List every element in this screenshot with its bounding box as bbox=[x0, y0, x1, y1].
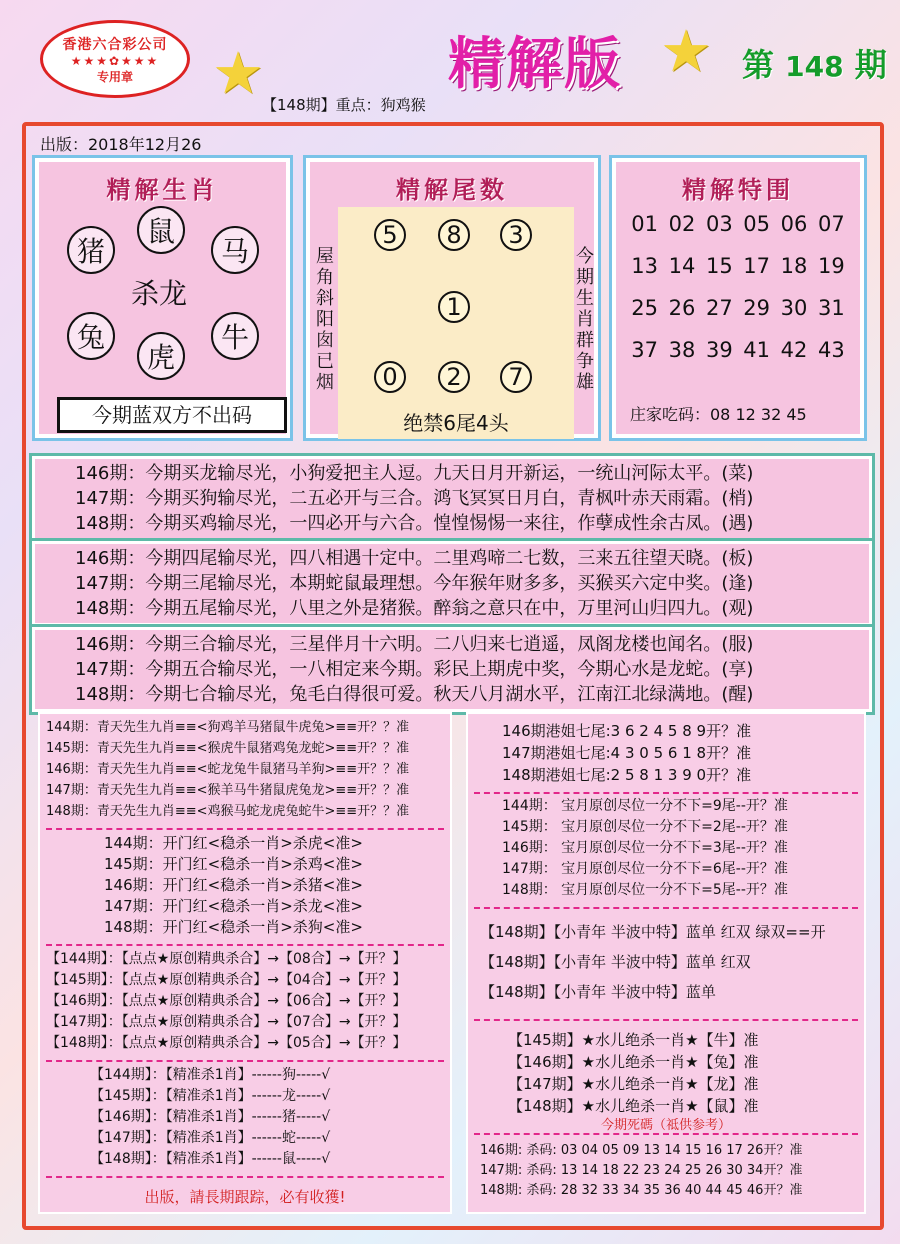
open-red-row: 146期：开门红<稳杀一肖>杀猪<准> bbox=[104, 876, 363, 894]
special-number: 19 bbox=[817, 254, 845, 278]
star-icon: ★ bbox=[212, 39, 264, 107]
special-number: 06 bbox=[780, 212, 808, 236]
special-number: 03 bbox=[705, 212, 733, 236]
verse-line: 147期：今期买狗输尽光，二五必开与三合。鸿飞冥冥日月白，青枫叶赤天雨霜。(梢) bbox=[75, 488, 754, 509]
baoyue-row: 147期： 宝月原创尽位一分不下=6尾--开？准 bbox=[502, 861, 788, 877]
zodiac-sign: 马 bbox=[211, 226, 259, 274]
zodiac-sign: 鼠 bbox=[137, 206, 185, 254]
zodiac-panel bbox=[35, 158, 290, 438]
dead-codes-title: 今期死碼（祗供参考） bbox=[474, 1117, 858, 1135]
shuier-row: 【146期】★水儿绝杀一肖★【兔】准 bbox=[508, 1053, 759, 1071]
verse-line: 146期：今期三合输尽光，三星伴月十六明。二八归来七逍遥，凤阁龙楼也闻名。(服) bbox=[75, 634, 754, 655]
verse-zodiac bbox=[32, 456, 872, 541]
baoyue-row: 146期： 宝月原创尽位一分不下=3尾--开？准 bbox=[502, 840, 788, 856]
divider bbox=[46, 1054, 444, 1062]
kill-one-row: 【148期】：【精准杀1肖】------鼠-----√ bbox=[90, 1151, 331, 1167]
baoyue-row: 148期： 宝月原创尽位一分不下=5尾--开？准 bbox=[502, 882, 788, 898]
tail-number: 1 bbox=[438, 291, 470, 323]
shuier-list bbox=[468, 1021, 864, 1117]
divider bbox=[474, 1013, 858, 1021]
star-icon: ★ bbox=[660, 17, 712, 85]
special-number: 31 bbox=[817, 296, 845, 320]
kill-he-row: 【144期】：【点点★原创精典杀合】→【08合】→【开？】 bbox=[46, 951, 407, 967]
company-seal bbox=[40, 20, 190, 98]
issue-prefix: 第 bbox=[742, 46, 775, 84]
tail-number: 5 bbox=[374, 219, 406, 251]
tail-left-verse: 屋角斜阳囱已烟 bbox=[316, 246, 334, 393]
verse-line: 147期：今期三尾输尽光，本期蛇鼠最理想。今年猴年财多多，买猴买六定中奖。(逢) bbox=[75, 573, 754, 594]
special-number: 13 bbox=[631, 254, 659, 278]
dead-codes-row: 147期: 杀码: 13 14 18 22 23 24 25 26 30 34开？准 bbox=[480, 1163, 803, 1178]
nine-xiao-row: 144期：青天先生九肖≡≡<狗鸡羊马猪鼠牛虎兔>≡≡开？？准 bbox=[46, 720, 410, 735]
divider bbox=[474, 786, 858, 794]
xiaoqing-list bbox=[468, 909, 864, 1007]
divider bbox=[46, 1170, 444, 1178]
hk-sister-row: 146期港姐七尾:3 6 2 4 5 8 9开？准 bbox=[502, 722, 752, 740]
baoyue-list bbox=[468, 794, 864, 901]
footer-note: 出版，請長期跟踪，必有收獲! bbox=[144, 1188, 346, 1206]
seal-stars: ★★★✿★★★ bbox=[70, 53, 160, 68]
special-number: 18 bbox=[780, 254, 808, 278]
tail-panel bbox=[306, 158, 598, 438]
seal-line1: 香港六合彩公司 bbox=[62, 36, 168, 53]
open-red-row: 148期：开门红<稳杀一肖>杀狗<准> bbox=[104, 918, 363, 936]
kill-zodiac: 杀龙 bbox=[131, 277, 188, 310]
zodiac-sign: 猪 bbox=[67, 226, 115, 274]
xiaoqing-row: 【148期】【小青年 半波中特】蓝单 bbox=[480, 983, 716, 1001]
blue-note: 今期蓝双方不出码 bbox=[57, 397, 287, 433]
special-number: 42 bbox=[780, 338, 808, 362]
zodiac-panel-title: 精解生肖 bbox=[106, 175, 219, 204]
left-lower-section bbox=[38, 712, 452, 1214]
kill-he-row: 【145期】：【点点★原创精典杀合】→【04合】→【开？】 bbox=[46, 972, 407, 988]
tail-number: 0 bbox=[374, 361, 406, 393]
special-number: 01 bbox=[631, 212, 659, 236]
shuier-row: 【148期】★水儿绝杀一肖★【鼠】准 bbox=[508, 1097, 759, 1115]
special-number: 37 bbox=[631, 338, 659, 362]
tail-number: 3 bbox=[500, 219, 532, 251]
shuier-row: 【147期】★水儿绝杀一肖★【龙】准 bbox=[508, 1075, 759, 1093]
xiaoqing-row: 【148期】【小青年 半波中特】蓝单 红双 绿双==开 bbox=[480, 923, 826, 941]
special-number: 41 bbox=[743, 338, 771, 362]
tail-inner bbox=[338, 207, 574, 439]
special-number: 30 bbox=[780, 296, 808, 320]
tail-number: 8 bbox=[438, 219, 470, 251]
shuier-row: 【145期】★水儿绝杀一肖★【牛】准 bbox=[508, 1031, 759, 1049]
verse-line: 146期：今期买龙输尽光，小狗爱把主人逗。九天日月开新运，一统山河际太平。(菜) bbox=[75, 463, 754, 484]
issue-number bbox=[742, 40, 900, 92]
kill-one-row: 【147期】：【精准杀1肖】------蛇-----√ bbox=[90, 1130, 331, 1146]
nine-xiao-row: 146期：青天先生九肖≡≡<蛇龙兔牛鼠猪马羊狗>≡≡开？？准 bbox=[46, 762, 410, 777]
kill-he-row: 【148期】：【点点★原创精典杀合】→【05合】→【开？】 bbox=[46, 1035, 407, 1051]
issue-num: 148 bbox=[785, 50, 844, 83]
tail-right-verse: 今期生肖群争雄 bbox=[576, 246, 594, 393]
verse-line: 148期：今期五尾输尽光，八里之外是猪猴。醉翁之意只在中，万里河山归四九。(观) bbox=[75, 598, 754, 619]
tail-number: 7 bbox=[500, 361, 532, 393]
zodiac-sign: 兔 bbox=[67, 312, 115, 360]
kill-he-list bbox=[40, 946, 450, 1054]
verse-line: 148期：今期七合输尽光，兔毛白得很可爱。秋天八月湖水平，江南江北绿满地。(醒) bbox=[75, 684, 754, 705]
special-number: 26 bbox=[668, 296, 696, 320]
kill-one-row: 【146期】：【精准杀1肖】------猪-----√ bbox=[90, 1109, 331, 1125]
divider bbox=[46, 938, 444, 946]
kill-he-row: 【147期】：【点点★原创精典杀合】→【07合】→【开？】 bbox=[46, 1014, 407, 1030]
zodiac-sign: 牛 bbox=[211, 312, 259, 360]
hk-sister-row: 148期港姐七尾:2 5 8 1 3 9 0开？准 bbox=[502, 766, 752, 784]
special-number: 15 bbox=[705, 254, 733, 278]
special-panel-title: 精解特围 bbox=[682, 175, 794, 204]
divider bbox=[474, 901, 858, 909]
open-red-row: 144期：开门红<稳杀一肖>杀虎<准> bbox=[104, 834, 363, 852]
right-lower-section bbox=[466, 712, 866, 1214]
verse-line: 146期：今期四尾输尽光，四八相遇十定中。二里鸡啼二七数，三来五往望天晓。(板) bbox=[75, 548, 754, 569]
special-number: 39 bbox=[705, 338, 733, 362]
special-number: 38 bbox=[668, 338, 696, 362]
hk-sister-row: 147期港姐七尾:4 3 0 5 6 1 8开？准 bbox=[502, 744, 752, 762]
dead-codes-row: 146期: 杀码: 03 04 05 09 13 14 15 16 17 26开？准 bbox=[480, 1143, 803, 1158]
zodiac-sign: 虎 bbox=[137, 332, 185, 380]
open-red-row: 145期：开门红<稳杀一肖>杀鸡<准> bbox=[104, 855, 363, 873]
dead-codes-list bbox=[468, 1135, 864, 1201]
kill-one-row: 【145期】：【精准杀1肖】------龙-----√ bbox=[90, 1088, 331, 1104]
open-red-row: 147期：开门红<稳杀一肖>杀龙<准> bbox=[104, 897, 363, 915]
banker-line: 庄家吃码：08 12 32 45 bbox=[630, 405, 807, 424]
page-title: 精解版 bbox=[448, 31, 622, 97]
special-number: 14 bbox=[668, 254, 696, 278]
special-number: 27 bbox=[705, 296, 733, 320]
special-number: 29 bbox=[743, 296, 771, 320]
special-number: 43 bbox=[817, 338, 845, 362]
nine-xiao-row: 147期：青天先生九肖≡≡<猴羊马牛猪鼠虎兔龙>≡≡开？？准 bbox=[46, 783, 410, 798]
verse-line: 148期：今期买鸡输尽光，一四必开与六合。惶惶惕惕一来往，作孽成性余古凤。(遇) bbox=[75, 513, 754, 534]
special-number: 02 bbox=[668, 212, 696, 236]
hk-sister-list bbox=[468, 720, 864, 786]
seal-line2: 专用章 bbox=[96, 69, 133, 84]
special-number: 25 bbox=[631, 296, 659, 320]
kill-one-row: 【144期】：【精准杀1肖】------狗-----√ bbox=[90, 1067, 331, 1083]
baoyue-row: 144期： 宝月原创尽位一分不下=9尾--开？准 bbox=[502, 798, 788, 814]
kill-one-list bbox=[40, 1062, 450, 1170]
open-red-list bbox=[40, 830, 450, 938]
special-panel bbox=[612, 158, 864, 438]
dead-codes-row: 148期: 杀码: 28 32 33 34 35 36 40 44 45 46开？准 bbox=[480, 1183, 803, 1198]
verse-line: 147期：今期五合输尽光，一八相定来今期。彩民上期虎中奖，今期心水是龙蛇。(享) bbox=[75, 659, 754, 680]
special-numbers bbox=[626, 212, 850, 362]
special-number: 07 bbox=[817, 212, 845, 236]
verse-tail bbox=[32, 541, 872, 626]
ban-line: 绝禁6尾4头 bbox=[403, 411, 509, 435]
tail-panel-title: 精解尾数 bbox=[396, 175, 508, 204]
issue-suffix: 期 bbox=[854, 46, 887, 84]
special-number: 05 bbox=[743, 212, 771, 236]
kill-he-row: 【146期】：【点点★原创精典杀合】→【06合】→【开？】 bbox=[46, 993, 407, 1009]
nine-xiao-row: 148期：青天先生九肖≡≡<鸡猴马蛇龙虎兔蛇牛>≡≡开？？准 bbox=[46, 804, 410, 819]
nine-xiao-list bbox=[40, 717, 450, 822]
special-number: 17 bbox=[743, 254, 771, 278]
tail-number: 2 bbox=[438, 361, 470, 393]
publish-date: 出版：2018年12月26 bbox=[40, 135, 202, 154]
focus-line: 【148期】重点：狗鸡猴 bbox=[262, 96, 426, 114]
nine-xiao-row: 145期：青天先生九肖≡≡<猴虎牛鼠猪鸡兔龙蛇>≡≡开？？准 bbox=[46, 741, 410, 756]
baoyue-row: 145期： 宝月原创尽位一分不下=2尾--开？准 bbox=[502, 819, 788, 835]
xiaoqing-row: 【148期】【小青年 半波中特】蓝单 红双 bbox=[480, 953, 751, 971]
divider bbox=[46, 822, 444, 830]
verse-he bbox=[32, 627, 872, 712]
